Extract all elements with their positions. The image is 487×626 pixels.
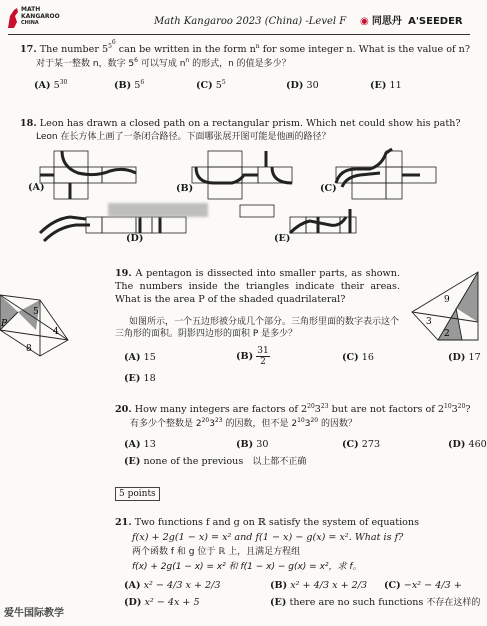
- page-title: Math Kangaroo 2023 (China) -Level F: [154, 16, 347, 27]
- kangaroo-logo-icon: [6, 6, 20, 30]
- q19-option-a[interactable]: (A) 15: [124, 352, 156, 363]
- net-a: [40, 151, 136, 199]
- q20-option-a[interactable]: (A) 13: [124, 439, 156, 450]
- q20-option-c[interactable]: (C) 273: [342, 439, 381, 450]
- q21-text: 21. Two functions f and g on ℝ satisfy the system of equations: [115, 517, 420, 528]
- net-b: [192, 151, 292, 199]
- header-rule: [8, 34, 470, 35]
- fig-label-9: 9: [444, 295, 450, 305]
- q18-text: 18. Leon has drawn a closed path on a rectangular prism. Which net could show his path?: [20, 118, 461, 129]
- q20-text: 20. How many integers are factors of $2^{20}3^{23}$ but are not factors of $2^{10}3^{20}$?: [115, 403, 471, 415]
- fig-label-5: 5: [33, 307, 39, 317]
- logo-line2: KANGAROO: [21, 13, 60, 20]
- q20-option-d[interactable]: (D) 460: [448, 439, 487, 450]
- scan-smudge: [108, 203, 208, 217]
- q17-option-b[interactable]: (B) $5^6$: [114, 79, 145, 91]
- q18-number: 18.: [20, 118, 37, 129]
- q19-text: 19. A pentagon is dissected into smaller parts, as shown. The numbers inside the triangles indicate their areas. What is the area P of the shaded quadrilateral?: [115, 268, 400, 305]
- q20-number: 20.: [115, 404, 132, 415]
- fig-label-4: 4: [53, 327, 59, 337]
- net-e: [240, 205, 356, 233]
- q21-number: 21.: [115, 517, 132, 528]
- q19-option-b[interactable]: (B) $\frac{31}{2}$: [236, 346, 269, 367]
- brand-logos: [360, 12, 463, 27]
- q19-cn: 如图所示，一个五边形被分成几个部分。三角形里面的数字表示这个三角形的面积。阴影四边形的面积 P 是多少？: [115, 317, 400, 339]
- q21-option-d[interactable]: (D) x² − 4x + 5: [124, 597, 200, 608]
- q17-text: 17. The number $5^{5^6}$ can be written in the form $n^n$ for some integer n. What is the value of n?: [20, 39, 470, 55]
- q21-cn: 两个函数 f 和 g 位于 ℝ 上，且满足方程组: [132, 547, 301, 557]
- q18-cn: Leon 在长方体上画了一条闭合路径。下面哪张展开图可能是他画的路径？: [36, 132, 331, 142]
- section-points-label: 5 points: [115, 487, 160, 501]
- brand-tongsidan: 同思丹: [371, 16, 402, 27]
- kangaroo-logo: [6, 4, 66, 34]
- logo-line1: MATH: [21, 6, 41, 13]
- q21-cn-eq: f(x) + 2g(1 − x) = x² 和 f(1 − x) − g(x) = x²，求 f。: [132, 562, 362, 572]
- q21-option-a[interactable]: (A) x² − 4/3 x + 2/3: [124, 580, 221, 591]
- fig-label-8: 8: [26, 344, 32, 354]
- q20-option-e[interactable]: (E) none of the previous 以上都不正确: [124, 456, 307, 467]
- q18-option-c[interactable]: (C): [320, 183, 337, 194]
- q20-cn: 有多少个整数是 $2^{20}3^{23}$ 的因数，但不是 $2^{10}3^{20}$ 的因数？: [130, 417, 357, 429]
- q18-nets-figure: [0, 145, 478, 250]
- q19-figure-left: [0, 290, 72, 358]
- tongsidan-icon: ◉: [360, 16, 369, 27]
- net-c: [336, 149, 436, 199]
- q19-option-c[interactable]: (C) 16: [342, 352, 374, 363]
- q18-option-d[interactable]: (D): [126, 233, 144, 244]
- fig-label-p: P: [1, 319, 8, 329]
- q19-figure-right: [410, 272, 478, 342]
- q21-option-e[interactable]: (E) there are no such functions 不存在这样的: [270, 597, 481, 608]
- q21-option-c[interactable]: (C) −x² − 4/3 +: [384, 580, 462, 591]
- q17-option-a[interactable]: (A) $5^{30}$: [34, 79, 68, 91]
- q17-option-e[interactable]: (E) 11: [370, 80, 402, 91]
- q17-option-d[interactable]: (D) 30: [286, 80, 319, 91]
- fig-label-3: 3: [426, 317, 432, 327]
- q18-option-b[interactable]: (B): [176, 183, 194, 194]
- q17-option-c[interactable]: (C) $5^5$: [196, 79, 226, 91]
- q19-number: 19.: [115, 268, 132, 279]
- fig-label-2: 2: [444, 329, 450, 339]
- q21-option-b[interactable]: (B) x² + 4/3 x + 2/3: [270, 580, 368, 591]
- q17-number: 17.: [20, 44, 37, 55]
- watermark: 爱牛国际教学: [4, 608, 64, 619]
- q18-option-e[interactable]: (E): [274, 233, 291, 244]
- net-d: [40, 217, 186, 241]
- q19-option-e[interactable]: (E) 18: [124, 373, 156, 384]
- logo-line3: CHINA: [21, 20, 39, 26]
- q18-option-a[interactable]: (A): [28, 182, 45, 193]
- q21-equation: f(x) + 2g(1 − x) = x² and f(1 − x) − g(x) = x². What is f?: [132, 532, 404, 543]
- brand-aseeder: A'SEEDER: [408, 16, 463, 27]
- q17-cn: 对于某一整数 n，数字 $5^6$ 可以写成 $n^n$ 的形式，n 的值是多少？: [36, 57, 291, 69]
- q19-option-d[interactable]: (D) 17: [448, 352, 481, 363]
- q20-option-b[interactable]: (B) 30: [236, 439, 269, 450]
